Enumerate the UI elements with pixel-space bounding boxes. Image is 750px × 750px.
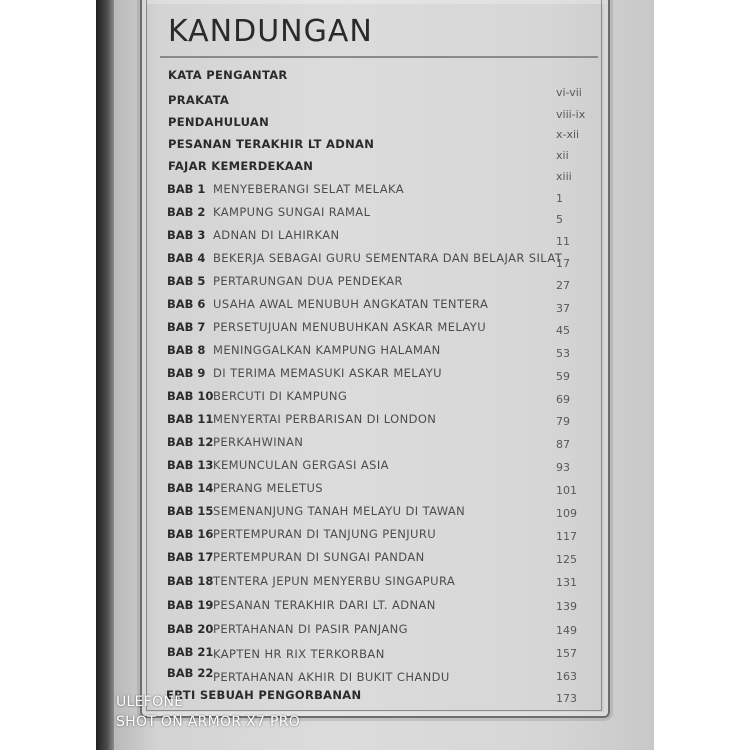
- chapter-label-16: BAB 16: [167, 527, 214, 541]
- prelim-page-2: viii-ix: [556, 108, 586, 121]
- background-edge: [0, 0, 96, 750]
- chapter-title-2: KAMPUNG SUNGAI RAMAL: [213, 205, 371, 219]
- chapter-page-12: 87: [556, 438, 570, 451]
- chapter-page-21: 157: [556, 647, 577, 660]
- camera-model-watermark: SHOT ON ARMOR X7 PRO: [116, 714, 301, 730]
- chapter-title-5: PERTARUNGAN DUA PENDEKAR: [213, 274, 403, 288]
- chapter-title-7: PERSETUJUAN MENUBUHKAN ASKAR MELAYU: [213, 320, 487, 334]
- chapter-title-12: PERKAHWINAN: [213, 435, 304, 449]
- chapter-page-6: 37: [556, 302, 570, 315]
- prelim-page-5: xiii: [556, 170, 572, 183]
- chapter-label-6: BAB 6: [167, 297, 206, 311]
- chapter-label-14: BAB 14: [167, 481, 214, 495]
- chapter-title-11: MENYERTAI PERBARISAN DI LONDON: [213, 412, 437, 426]
- closing-title: ERTI SEBUAH PENGORBANAN: [166, 688, 362, 702]
- chapter-title-1: MENYEBERANGI SELAT MELAKA: [213, 182, 405, 196]
- chapter-page-20: 149: [556, 624, 577, 637]
- chapter-title-15: SEMENANJUNG TANAH MELAYU DI TAWAN: [213, 504, 466, 518]
- contents-heading: KANDUNGAN: [168, 14, 373, 49]
- chapter-title-14: PERANG MELETUS: [213, 481, 323, 495]
- chapter-title-13: KEMUNCULAN GERGASI ASIA: [213, 458, 389, 472]
- chapter-title-18: TENTERA JEPUN MENYERBU SINGAPURA: [213, 574, 456, 588]
- chapter-title-22: PERTAHANAN AKHIR DI BUKIT CHANDU: [213, 670, 450, 684]
- chapter-title-4: BEKERJA SEBAGAI GURU SEMENTARA DAN BELAJAR SILAT: [213, 251, 563, 265]
- chapter-page-1: 1: [556, 192, 563, 205]
- chapter-page-5: 27: [556, 279, 570, 292]
- chapter-title-10: BERCUTI DI KAMPUNG: [213, 389, 348, 403]
- chapter-page-22: 163: [556, 670, 577, 683]
- chapter-page-11: 79: [556, 415, 570, 428]
- chapter-page-7: 45: [556, 324, 570, 337]
- chapter-page-16: 117: [556, 530, 577, 543]
- chapter-label-11: BAB 11: [167, 412, 214, 426]
- chapter-title-21: KAPTEN HR RIX TERKORBAN: [213, 647, 385, 661]
- chapter-title-8: MENINGGALKAN KAMPUNG HALAMAN: [213, 343, 441, 357]
- chapter-label-21: BAB 21: [167, 645, 214, 659]
- chapter-page-14: 101: [556, 484, 577, 497]
- chapter-title-3: ADNAN DI LAHIRKAN: [213, 228, 340, 242]
- chapter-page-19: 139: [556, 600, 577, 613]
- chapter-label-15: BAB 15: [167, 504, 214, 518]
- prelim-title-2: PRAKATA: [168, 93, 230, 107]
- prelim-page-3: x-xii: [556, 128, 580, 141]
- chapter-page-15: 109: [556, 507, 577, 520]
- chapter-label-10: BAB 10: [167, 389, 214, 403]
- prelim-title-3: PENDAHULUAN: [168, 115, 270, 129]
- camera-brand-watermark: ULEFONE: [116, 694, 184, 710]
- book-spine: [96, 0, 114, 750]
- chapter-label-3: BAB 3: [167, 228, 206, 242]
- chapter-label-19: BAB 19: [167, 598, 214, 612]
- chapter-page-2: 5: [556, 213, 563, 226]
- chapter-page-9: 59: [556, 370, 570, 383]
- prelim-title-5: FAJAR KEMERDEKAAN: [168, 159, 314, 173]
- chapter-page-13: 93: [556, 461, 570, 474]
- chapter-label-20: BAB 20: [167, 622, 214, 636]
- chapter-label-12: BAB 12: [167, 435, 214, 449]
- chapter-label-5: BAB 5: [167, 274, 206, 288]
- chapter-label-8: BAB 8: [167, 343, 206, 357]
- chapter-title-17: PERTEMPURAN DI SUNGAI PANDAN: [213, 550, 425, 564]
- chapter-label-18: BAB 18: [167, 574, 214, 588]
- chapter-page-4: 17: [556, 257, 570, 270]
- chapter-page-10: 69: [556, 393, 570, 406]
- chapter-label-17: BAB 17: [167, 550, 214, 564]
- prelim-page-4: xii: [556, 149, 569, 162]
- prelim-title-1: KATA PENGANTAR: [168, 68, 288, 82]
- chapter-label-13: BAB 13: [167, 458, 214, 472]
- prelim-title-4: PESANAN TERAKHIR LT ADNAN: [168, 137, 375, 151]
- chapter-page-3: 11: [556, 235, 570, 248]
- chapter-label-4: BAB 4: [167, 251, 206, 265]
- prelim-page-1: vi-vii: [556, 86, 582, 99]
- chapter-page-17: 125: [556, 553, 577, 566]
- chapter-title-20: PERTAHANAN DI PASIR PANJANG: [213, 622, 408, 636]
- chapter-label-2: BAB 2: [167, 205, 206, 219]
- chapter-label-1: BAB 1: [167, 182, 206, 196]
- chapter-page-8: 53: [556, 347, 570, 360]
- chapter-title-16: PERTEMPURAN DI TANJUNG PENJURU: [213, 527, 437, 541]
- chapter-label-9: BAB 9: [167, 366, 206, 380]
- closing-page: 173: [556, 692, 577, 705]
- chapter-title-6: USAHA AWAL MENUBUH ANGKATAN TENTERA: [213, 297, 489, 311]
- chapter-title-9: DI TERIMA MEMASUKI ASKAR MELAYU: [213, 366, 442, 380]
- chapter-label-22: BAB 22: [167, 666, 214, 680]
- chapter-page-18: 131: [556, 576, 577, 589]
- heading-divider: [160, 56, 598, 58]
- chapter-title-19: PESANAN TERAKHIR DARI LT. ADNAN: [213, 598, 436, 612]
- chapter-label-7: BAB 7: [167, 320, 206, 334]
